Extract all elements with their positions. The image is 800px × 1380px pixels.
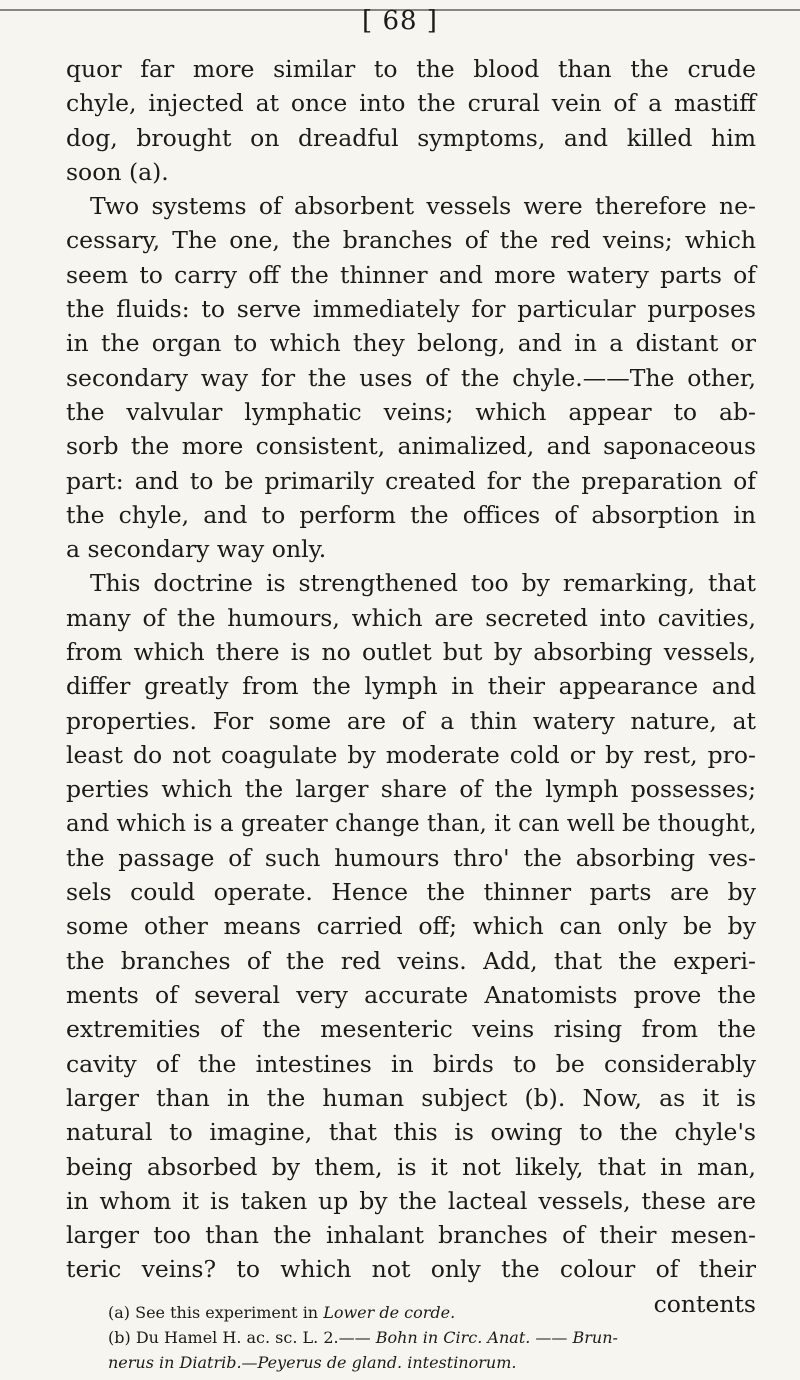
text-line: cavity of the intestines in birds to be considerably (66, 1049, 756, 1078)
text-line: part: and to be primarily created for the preparation of (66, 466, 756, 495)
text-line: in the organ to which they belong, and in a distant or (66, 329, 756, 358)
footnote-citation: Bohn in Circ. Anat. —— Brun- (375, 1328, 618, 1347)
footnote-citation: Lower de corde. (323, 1303, 456, 1322)
text-line: extremities of the mesenteric veins rising from the (66, 1015, 756, 1044)
text-line: some other means carried off; which can only be by (66, 912, 756, 941)
text-line: cessary, The one, the branches of the red veins; which (66, 226, 756, 255)
text-line: the fluids: to serve immediately for particular purposes (66, 295, 756, 324)
footnote-mark: (b) (108, 1328, 131, 1347)
text-line: sorb the more consistent, animalized, and saponaceous (66, 432, 756, 461)
text-line: the branches of the red veins. Add, that the experi- (66, 946, 756, 975)
text-line: a secondary way only. (66, 535, 327, 564)
footnote-mark: (a) (108, 1303, 131, 1322)
text-line: quor far more similar to the blood than the crude (66, 55, 756, 83)
text-line: the valvular lymphatic veins; which appear to ab- (66, 397, 756, 426)
footnote (108, 1350, 758, 1375)
text-line: properties. For some are of a thin watery nature, at (66, 706, 756, 735)
footnotes (108, 1300, 758, 1375)
text-line: sels could operate. Hence the thinner parts are by (66, 878, 756, 907)
text-line: dog, brought on dreadful symptoms, and killed him (66, 123, 756, 152)
text-line: teric veins? to which not only the colour of their (66, 1255, 756, 1284)
text-line: perties which the larger share of the lymph possesses; (66, 775, 756, 804)
text-line: and which is a greater change than, it can well be thought, (66, 810, 757, 837)
text-line: from which there is no outlet but by absorbing vessels, (66, 638, 756, 667)
text-line: the passage of such humours thro' the absorbing ves- (66, 843, 756, 872)
text-line: seem to carry off the thinner and more watery parts of (66, 260, 756, 289)
footnote (108, 1325, 758, 1350)
text-line: least do not coagulate by moderate cold or by rest, pro- (66, 740, 756, 769)
body-text (66, 52, 756, 1321)
text-line: ments of several very accurate Anatomists prove the (66, 981, 756, 1010)
text-line: differ greatly from the lymph in their appearance and (66, 672, 756, 701)
text-line: being absorbed by them, is it not likely, that in man, (66, 1152, 756, 1181)
text-line: larger than in the human subject (b). Now, as it is (66, 1083, 756, 1112)
footnote-text: Du Hamel H. ac. sc. L. 2.—— (135, 1328, 371, 1347)
text-line: natural to imagine, that this is owing to the chyle's (66, 1118, 756, 1147)
text-line: Two systems of absorbent vessels were therefore ne- (90, 192, 756, 221)
page-number: [ 68 ] (362, 6, 438, 36)
footnote-citation: nerus in Diatrib.—Peyerus de gland. intestinorum. (108, 1353, 517, 1372)
text-line: the chyle, and to perform the offices of absorption in (66, 500, 756, 529)
text-line: chyle, injected at once into the crural vein of a mastiff (66, 89, 756, 118)
text-line: in whom it is taken up by the lacteal vessels, these are (66, 1186, 756, 1215)
footnote (108, 1300, 758, 1325)
text-line: secondary way for the uses of the chyle.——The other, (66, 363, 756, 392)
text-line: contents (653, 1289, 756, 1318)
footnote-text: See this experiment in (135, 1303, 319, 1322)
text-line: This doctrine is strengthened too by remarking, that (90, 569, 756, 598)
text-line: many of the humours, which are secreted into cavities, (66, 603, 756, 632)
text-line: larger too than the inhalant branches of their mesen- (66, 1221, 756, 1250)
text-line: soon (a). (66, 157, 169, 186)
